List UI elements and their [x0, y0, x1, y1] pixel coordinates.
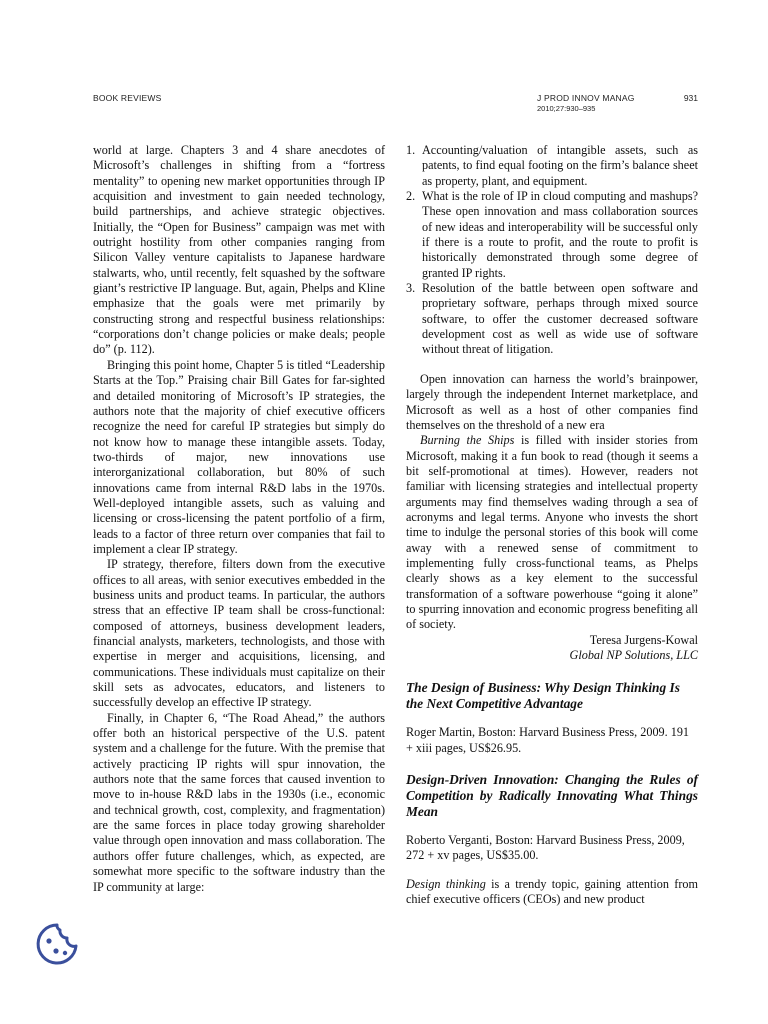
list-number: 2. [406, 189, 416, 204]
paragraph: Finally, in Chapter 6, “The Road Ahead,” the authors offer both an historical perspective of the U.S. patent system and a challenge for the future. With the premise that actively practicing IP rights will spur innovation, the authors note that the same forces that caused invention to move to in-house R&D labs in the 1930s (i.e., economic and technical growth, cost, complexity, and fragmentation) are the same forces in place today growing shareholder value through open innovation and mass collaboration. The authors offer future challenges, which, as expected, are somewhat more specific to the software industry than the IP community at large: [93, 710, 385, 894]
reviewer-affiliation: Global NP Solutions, LLC [569, 648, 698, 662]
book-title-italic: Burning the Ships [420, 433, 515, 448]
list-text: What is the role of IP in cloud computing and mashups? These open innovation and mass collaboration sources of new ideas and interoperability will be successful only if there is a route to profit, and the route to profit is historically demonstrated through some degree of granted IP rights. [422, 189, 698, 280]
list-text: Resolution of the battle between open software and proprietary software, perhaps through mixed source software, to offer the customer decreased software development cost as well as wide use of software without threat of litigation. [422, 281, 698, 357]
page-header [93, 93, 698, 117]
cookie-icon[interactable] [34, 921, 80, 967]
paragraph: world at large. Chapters 3 and 4 share anecdotes of Microsoft’s challenges in shifting from a “fortress mentality” to opening new market opportunities through IP acquisition and investment to gain needed technology, build partnerships, and achieve strategic objectives. Initially, the “Open for Business” campaign was met with outright hostility from other companies ranging from Silicon Valley venture capitalists to Japanese hardware stalwarts, who, until recently, felt squashed by the software giant’s restrictive IP language. But, again, Phelps and Kline emphasize that the goals were met primarily by constructing strong and respectful business relationships: “corporations don’t change policies or make deals; people do” (p. 112). [93, 143, 385, 357]
section-label: BOOK REVIEWS [93, 93, 162, 103]
review-title: Design-Driven Innovation: Changing the Rules of Competition by Radically Innovating What Things Mean [406, 772, 698, 820]
paragraph-text: is a trendy topic, gaining attention from chief executive officers (CEOs) and new product [406, 876, 698, 907]
paragraph: Bringing this point home, Chapter 5 is titled “Leadership Starts at the Top.” Praising chair Bill Gates for far-sighted and detailed monitoring of Microsoft’s IP strategies, the authors note that the majority of chief executive officers recognize the need for careful IP strategies but simply do not know how to manage these intangible assets. Today, two-thirds of major, new innovations use interorganizational collaboration, but 80% of such innovations came from internal R&D labs in the 1970s. Well-deployed intangible assets, such as valuing and licensing or cross-licensing the patent portfolio of a firm, leads to a factor of three return over companies that fail to implement a clear IP strategy. [93, 357, 385, 556]
paragraph: Open innovation can harness the world’s brainpower, largely through the independent Internet marketplace, and Microsoft as well as a host of other companies find themselves on the threshold of a new era [406, 371, 698, 432]
left-column [93, 143, 385, 895]
paragraph [406, 433, 698, 632]
book-citation: Roger Martin, Boston: Harvard Business Press, 2009. 191 + xiii pages, US$26.95. [406, 725, 690, 755]
challenge-list [406, 143, 698, 358]
list-item [406, 189, 698, 281]
list-item [406, 281, 698, 358]
reviewer-name: Teresa Jurgens-Kowal [589, 632, 698, 647]
term-italic: Design thinking [406, 876, 486, 891]
right-column [406, 143, 698, 907]
list-text: Accounting/valuation of intangible assets, such as patents, to find equal footing on the firm’s balance sheet as property, plant, and equipment. [422, 143, 698, 188]
paragraph-text: is filled with insider stories from Microsoft, making it a fun book to read (though it seems a bit self-promotional at times). However, readers not familiar with licensing strategies and intellectual property arguments may find themselves wading through a sea of acronyms and legal terms. Anyone who invests the short time to indulge the personal stories of this book will come away with a renewed sense of commitment to implementing fully cross-functional teams, as Phelps clearly shows as a key element to the successful transformation of a software powerhouse “going it alone” to spurring innovation and economic progress benefiting all of society. [406, 433, 698, 632]
list-number: 3. [406, 281, 416, 296]
list-item [406, 143, 698, 189]
paragraph: IP strategy, therefore, filters down from the executive offices to all areas, with senior executives embedded in the business units and product teams. In particular, the authors stress that an effective IP team shall be cross-functional: composed of attorneys, business development leaders, financial analysts, marketers, technologists, and those with expertise in merger and acquisitions, licensing, and communications. These individuals must capitalize on their skill sets as advocates, educators, and listeners to successfully develop an effective IP strategy. [93, 557, 385, 710]
review-title: The Design of Business: Why Design Thinking Is the Next Competitive Advantage [406, 680, 680, 712]
paragraph [406, 877, 698, 908]
journal-name: J PROD INNOV MANAG [537, 93, 635, 103]
page-number: 931 [683, 93, 698, 103]
list-number: 1. [406, 143, 416, 157]
book-citation: Roberto Verganti, Boston: Harvard Business Press, 2009, 272 + xv pages, US$35.00. [406, 833, 685, 863]
journal-info [537, 93, 697, 113]
journal-citation: 2010;27:930–935 [537, 104, 596, 113]
